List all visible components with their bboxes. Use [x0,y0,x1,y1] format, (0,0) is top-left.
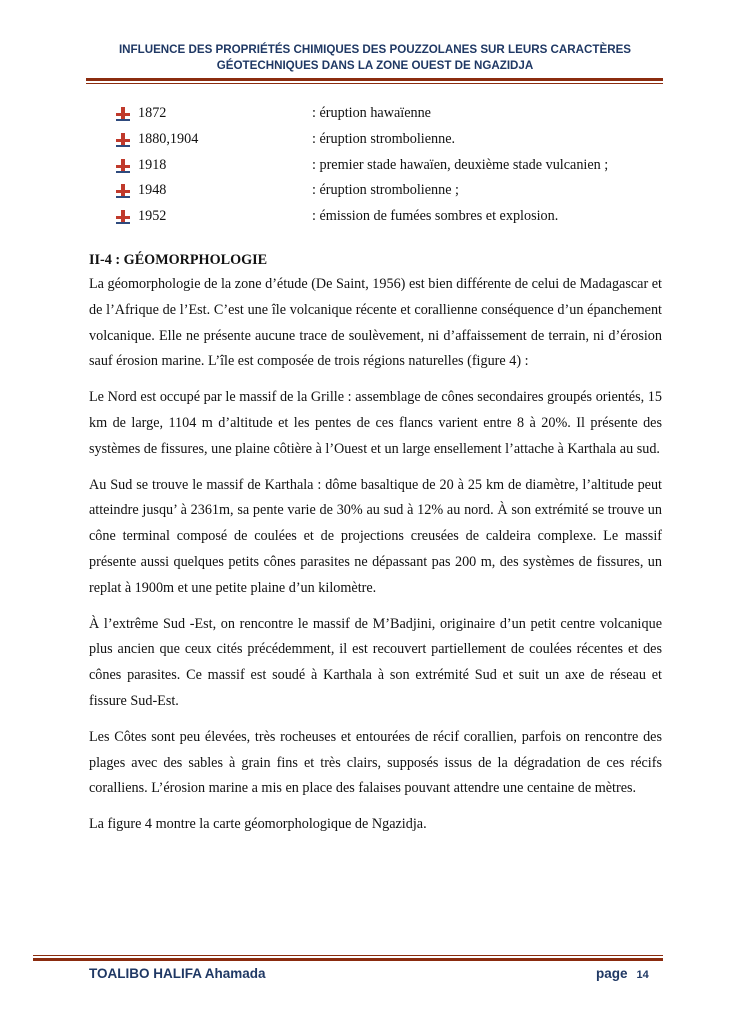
page-label: page [596,966,628,981]
eruption-year: 1952 [138,208,167,225]
eruption-year: 1918 [138,156,167,173]
section-heading: II-4 : GÉOMORPHOLOGIE [89,252,268,268]
bullet-cross-icon [116,184,130,198]
paragraph: À l’extrême Sud -Est, on rencontre le massif de M’Badjini, originaire d’un petit centre volcanique plus ancien que ceux cités précédemment, il est recouvert partiellement de coulées récentes et des cônes parasites. Ce massif est soudé à Karthala à son extrémité Sud et suit un axe de réseau et fissure Sud-Est. [89,615,662,709]
running-header [70,42,680,74]
footer-rule-thick [33,958,663,961]
eruption-year: 1880,1904 [138,130,199,147]
bullet-cross-icon [116,159,130,173]
eruption-year: 1948 [138,182,167,199]
section-body [89,272,662,848]
paragraph: Les Côtes sont peu élevées, très rocheuses et entourées de récif corallien, parfois on rencontre des plages avec des sables à grain fins et très clairs, supposés issus de la dégradation de ces récifs coralliens. L’érosion marine a mis en place des falaises pouvant attendre une centaine de mètres. [89,728,662,797]
paragraph: La figure 4 montre la carte géomorphologique de Ngazidja. [89,816,427,833]
footer-rule-thin [33,955,663,956]
header-rule-thick [86,78,663,81]
eruption-year: 1872 [138,105,167,121]
bullet-cross-icon [116,107,130,121]
list-item [116,101,676,127]
page-number: 14 [636,969,649,981]
list-item [116,153,676,179]
eruption-description: : éruption strombolienne ; [312,182,459,199]
bullet-cross-icon [116,133,130,147]
header-line-1: INFLUENCE DES PROPRIÉTÉS CHIMIQUES DES POUZZOLANES SUR LEURS CARACTÈRES [118,43,632,56]
paragraph: Au Sud se trouve le massif de Karthala : dôme basaltique de 20 à 25 km de diamètre, l’altitude peut atteindre jusqu’ à 2361m, sa pente varie de 30% au sud à 12% au nord. À son extrémité se trouve un cône terminal composé de coulées et de projections creusées de caldeira complexe. Le massif présente aussi quelques petits cônes parasites ne dépassant pas 200 m, des systèmes de fissures, un replat à 1900m et une petite plaine d’un kilomètre. [89,476,662,596]
list-item [116,204,676,230]
footer-author: TOALIBO HALIFA Ahamada [89,966,266,981]
bullet-cross-icon [116,210,130,224]
list-item [116,127,676,153]
eruption-list [116,101,676,230]
paragraph: La géomorphologie de la zone d’étude (De Saint, 1956) est bien différente de celui de Madagascar et de l’Afrique de l’Est. C’est une île volcanique récente et corallienne conséquence d’un épanchement volcanique. Elle ne présente aucune trace de soulèvement, ni d’affaissement de terrain, ni d’érosion sauf érosion marine. L’île est composée de trois régions naturelles (figure 4) : [89,276,662,370]
eruption-description: : premier stade hawaïen, deuxième stade vulcanien ; [312,156,609,173]
header-line-2: GÉOTECHNIQUES DANS LA ZONE OUEST DE NGAZIDJA [216,59,534,72]
header-rule-thin [86,83,663,84]
paragraph: Le Nord est occupé par le massif de la Grille : assemblage de cônes secondaires groupés orientés, 15 km de large, 1104 m d’altitude et les pentes de ces flancs varient entre 8 à 20%. Il présente des systèmes de fissures, une plaine côtière à l’Ouest et un large ensellement l’attache à Karthala au sud. [89,389,662,457]
eruption-description: : éruption hawaïenne [312,105,431,121]
footer-page [596,966,649,981]
list-item [116,178,676,204]
eruption-description: : éruption strombolienne. [312,130,456,147]
eruption-description: : émission de fumées sombres et explosion. [312,208,559,225]
